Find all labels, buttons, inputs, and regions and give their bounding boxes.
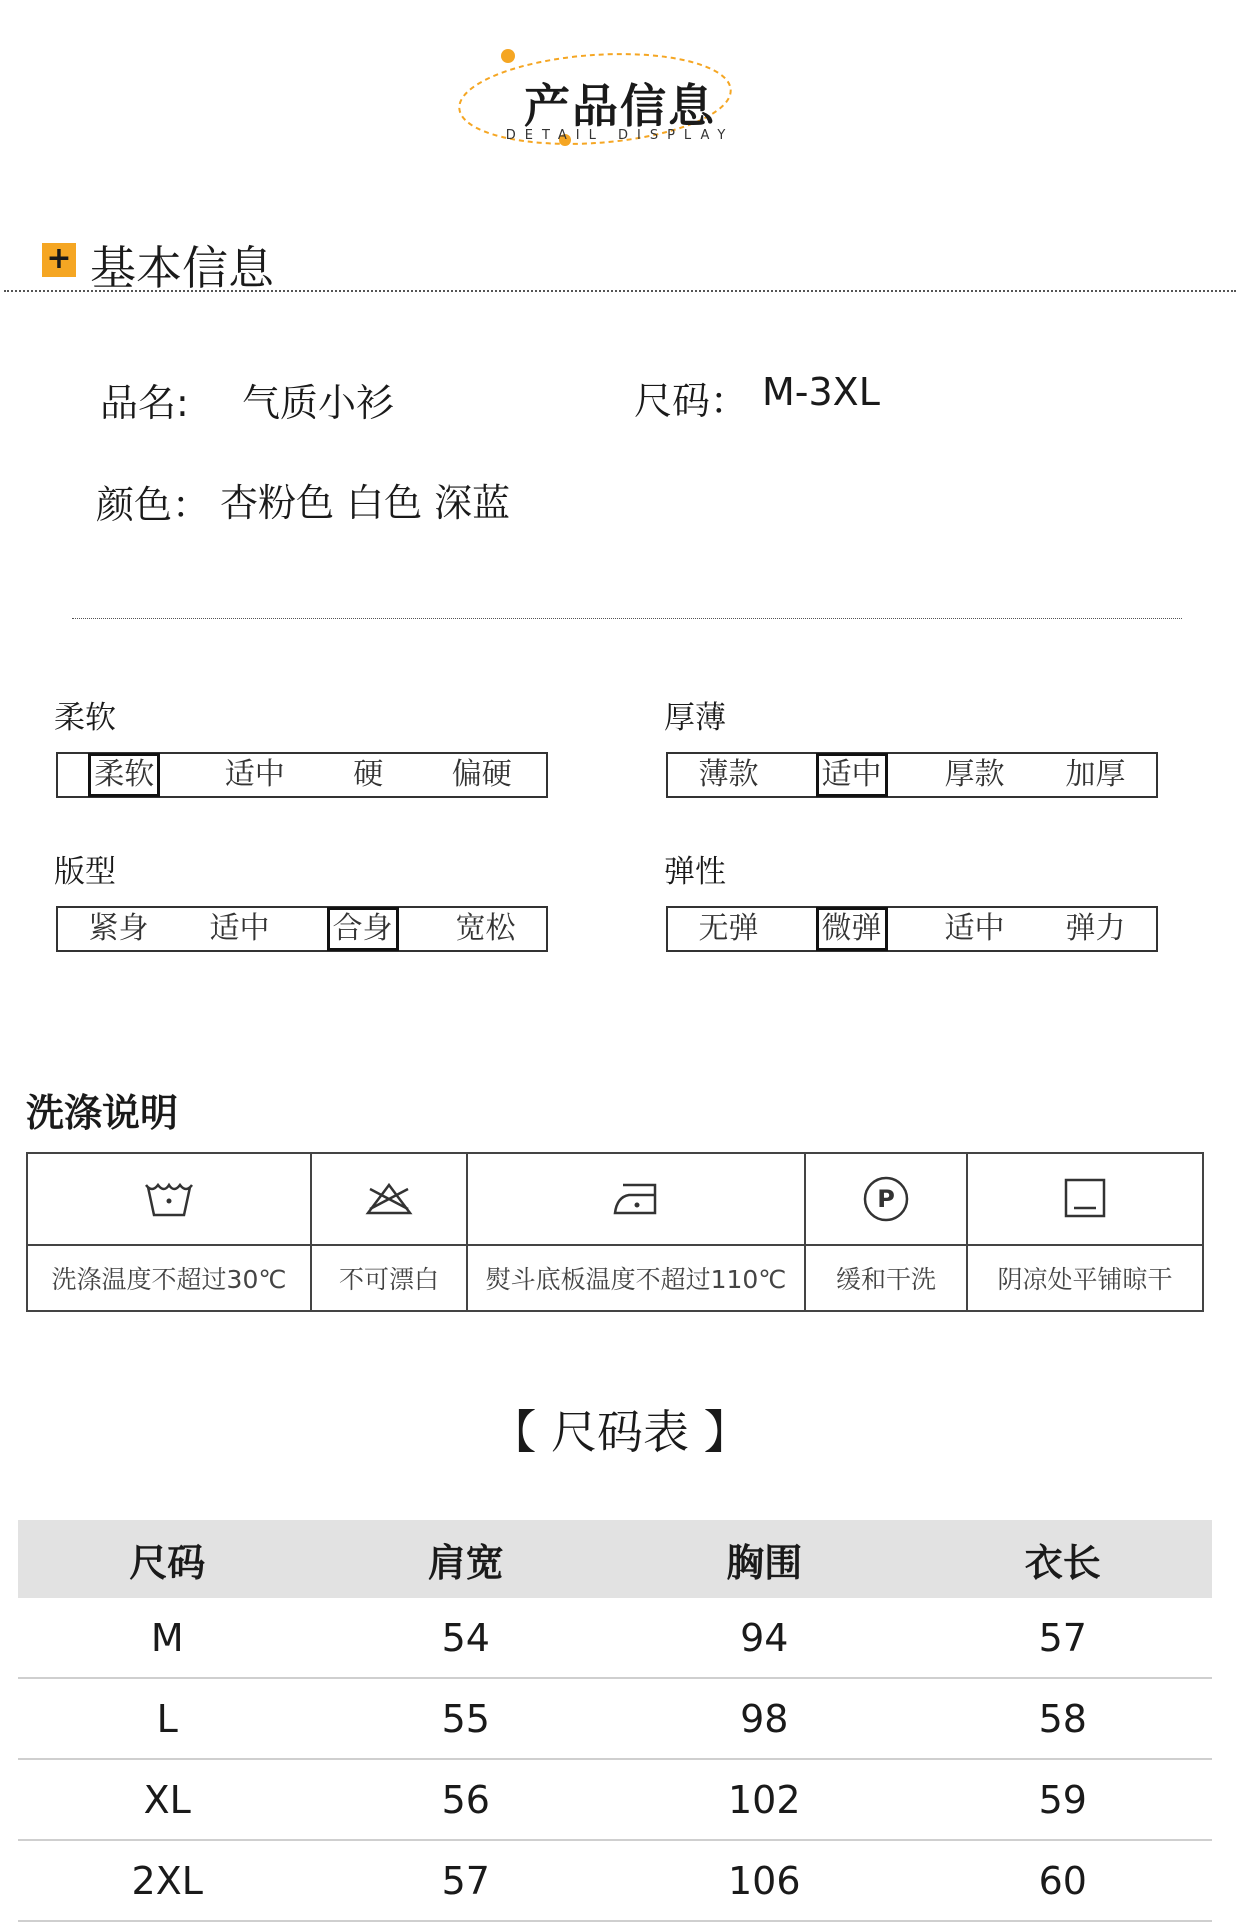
table-cell: 55 bbox=[317, 1678, 616, 1759]
table-cell: 98 bbox=[615, 1678, 914, 1759]
attr-option: 合身 bbox=[327, 907, 399, 951]
wash-cell bbox=[467, 1153, 805, 1245]
wash-cell bbox=[805, 1153, 967, 1245]
size-label: 尺码： bbox=[634, 379, 749, 423]
attr-label-elasticity: 弹性 bbox=[664, 854, 726, 890]
table-cell: 54 bbox=[317, 1598, 616, 1678]
plus-icon: + bbox=[42, 243, 76, 277]
dry-clean-p-icon bbox=[861, 1175, 911, 1223]
table-cell: 58 bbox=[914, 1678, 1213, 1759]
table-cell: 57 bbox=[317, 1840, 616, 1921]
table-cell: L bbox=[18, 1678, 317, 1759]
section-title-wash: 洗涤说明 bbox=[26, 1091, 179, 1135]
size-chart-header-row bbox=[18, 1520, 1212, 1598]
attr-option: 柔软 bbox=[88, 753, 160, 797]
attr-options-thickness bbox=[666, 752, 1158, 798]
table-cell: 57 bbox=[914, 1598, 1213, 1678]
color-value: 杏粉色 白色 深蓝 bbox=[220, 481, 511, 525]
table-row bbox=[18, 1840, 1212, 1921]
attr-option: 紧身 bbox=[88, 911, 149, 946]
attr-option: 适中 bbox=[209, 911, 270, 946]
table-cell: M bbox=[18, 1598, 317, 1678]
name-value: 气质小衫 bbox=[242, 381, 395, 425]
attr-option: 无弹 bbox=[698, 911, 759, 946]
wash-cell bbox=[311, 1153, 467, 1245]
divider bbox=[72, 618, 1182, 619]
attr-option: 加厚 bbox=[1065, 757, 1126, 792]
attr-option: 厚款 bbox=[944, 757, 1005, 792]
wash-text: 熨斗底板温度不超过110℃ bbox=[467, 1245, 805, 1311]
column-header: 尺码 bbox=[18, 1520, 317, 1598]
attr-option: 宽松 bbox=[455, 911, 516, 946]
dry-flat-shade-icon bbox=[1060, 1176, 1110, 1222]
attr-label-thickness: 厚薄 bbox=[664, 700, 726, 736]
attr-options-softness bbox=[56, 752, 548, 798]
attr-option: 偏硬 bbox=[451, 757, 512, 792]
table-cell: 56 bbox=[317, 1759, 616, 1840]
wash-cell bbox=[27, 1153, 311, 1245]
table-cell: 106 bbox=[615, 1840, 914, 1921]
page-subtitle: DETAIL DISPLAY bbox=[505, 128, 735, 143]
color-label: 颜色： bbox=[96, 483, 211, 527]
svg-text:P: P bbox=[877, 1185, 895, 1213]
attr-option: 硬 bbox=[353, 757, 384, 792]
name-label: 品名: bbox=[100, 381, 189, 425]
attr-option: 薄款 bbox=[698, 757, 759, 792]
attr-option: 微弹 bbox=[816, 907, 888, 951]
attr-label-fit: 版型 bbox=[54, 854, 116, 890]
table-cell: 60 bbox=[914, 1840, 1213, 1921]
table-cell: XL bbox=[18, 1759, 317, 1840]
wash-text: 洗涤温度不超过30℃ bbox=[27, 1245, 311, 1311]
table-cell: 102 bbox=[615, 1759, 914, 1840]
attr-option: 弹力 bbox=[1065, 911, 1126, 946]
attr-option: 适中 bbox=[816, 753, 888, 797]
attr-option: 适中 bbox=[224, 757, 285, 792]
section-title-basic-info: 基本信息 bbox=[90, 241, 274, 295]
wash-text: 阴凉处平铺晾干 bbox=[967, 1245, 1203, 1311]
wash-30-icon bbox=[144, 1179, 194, 1219]
wash-text: 不可漂白 bbox=[311, 1245, 467, 1311]
column-header: 肩宽 bbox=[317, 1520, 616, 1598]
column-header: 衣长 bbox=[914, 1520, 1213, 1598]
wash-instructions-table bbox=[26, 1152, 1204, 1312]
table-row bbox=[18, 1678, 1212, 1759]
table-cell: 59 bbox=[914, 1759, 1213, 1840]
table-cell: 2XL bbox=[18, 1840, 317, 1921]
page-title: 产品信息 bbox=[524, 79, 716, 133]
table-cell: 94 bbox=[615, 1598, 914, 1678]
table-row bbox=[18, 1759, 1212, 1840]
size-value: M-3XL bbox=[762, 370, 880, 414]
no-bleach-icon bbox=[364, 1179, 414, 1219]
attr-label-softness: 柔软 bbox=[54, 700, 116, 736]
attr-options-fit bbox=[56, 906, 548, 952]
divider bbox=[4, 290, 1236, 292]
attr-option: 适中 bbox=[944, 911, 1005, 946]
wash-text: 缓和干洗 bbox=[805, 1245, 967, 1311]
column-header: 胸围 bbox=[615, 1520, 914, 1598]
iron-110-icon bbox=[611, 1179, 661, 1219]
wash-cell bbox=[967, 1153, 1203, 1245]
size-chart-title: 【 尺码表 】 bbox=[490, 1405, 750, 1459]
table-row bbox=[18, 1598, 1212, 1678]
size-chart-table bbox=[18, 1520, 1212, 1922]
attr-options-elasticity bbox=[666, 906, 1158, 952]
